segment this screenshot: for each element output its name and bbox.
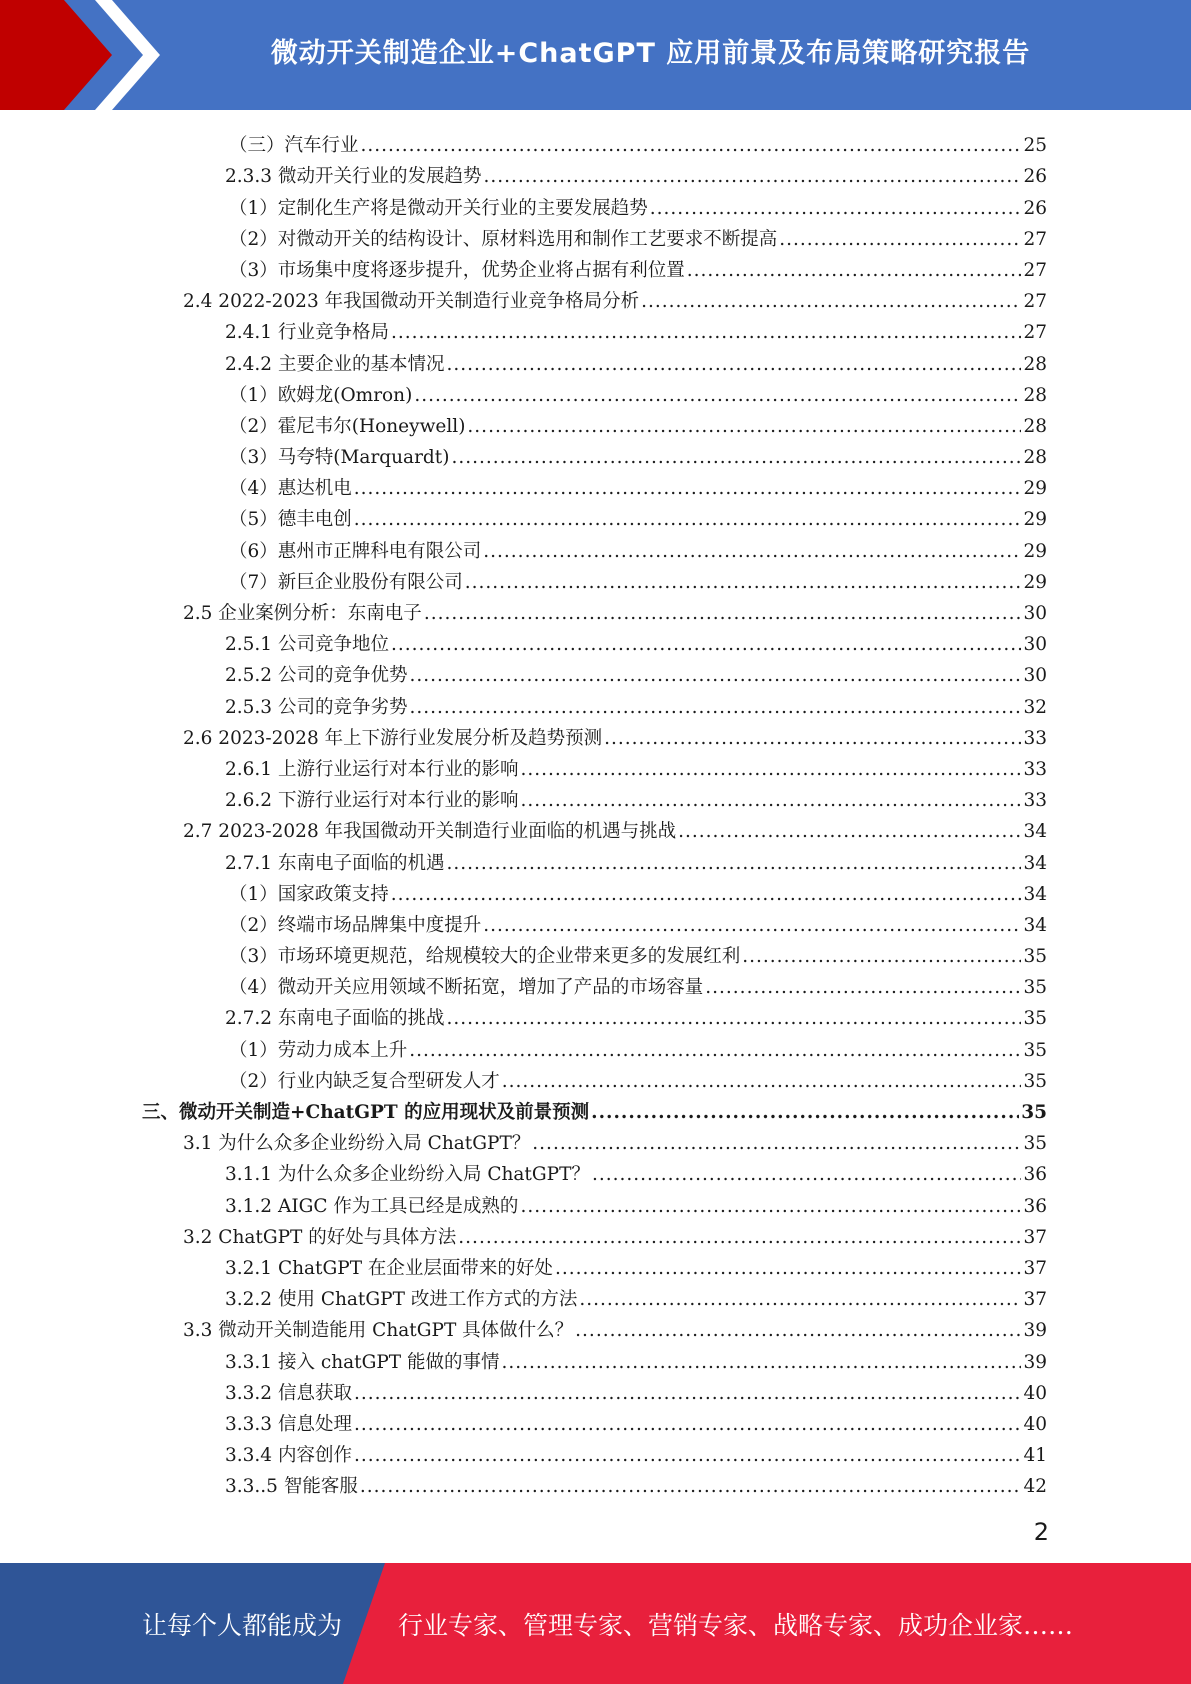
toc-entry-title: 2.6.2 下游行业运行对本行业的影响: [225, 790, 519, 812]
toc-entry-page: 36: [1023, 1164, 1047, 1186]
toc-dot-leader: [360, 1474, 1022, 1499]
toc-dot-leader: [483, 913, 1021, 938]
toc-dot-leader: [451, 445, 1021, 470]
toc-entry-title: 2.5.3 公司的竞争劣势: [225, 696, 408, 718]
toc-entry[interactable]: [0, 314, 1191, 345]
toc-entry-title: 3.1.1 为什么众多企业纷纷入局 ChatGPT？: [225, 1164, 590, 1186]
toc-entry-title: 2.4.1 行业竞争格局: [225, 322, 389, 344]
toc-dot-leader: [361, 133, 1022, 158]
footer-slogan-right: 行业专家、管理专家、营销专家、战略专家、成功企业家……: [398, 1610, 1074, 1640]
toc-entry-title: （1）定制化生产将是微动开关行业的主要发展趋势: [229, 197, 648, 219]
toc-dot-leader: [579, 1287, 1021, 1312]
toc-dot-leader: [354, 476, 1022, 501]
toc-entry-page: 30: [1023, 665, 1047, 687]
toc-entry[interactable]: [0, 844, 1191, 875]
toc-entry-title: （1）欧姆龙(Omron): [229, 384, 413, 406]
toc-entry-page: 36: [1023, 1195, 1047, 1217]
toc-entry-page: 41: [1023, 1445, 1047, 1467]
toc-dot-leader: [465, 570, 1022, 595]
toc-entry-page: 26: [1023, 166, 1047, 188]
toc-entry-page: 34: [1023, 914, 1047, 936]
toc-entry[interactable]: [0, 720, 1191, 751]
toc-entry-page: 30: [1023, 634, 1047, 656]
toc-entry[interactable]: [0, 221, 1191, 252]
toc-entry[interactable]: [0, 158, 1191, 189]
toc-entry-title: （2）霍尼韦尔(Honeywell): [229, 415, 466, 437]
toc-entry-title: （1）国家政策支持: [229, 883, 389, 905]
toc-entry[interactable]: [0, 782, 1191, 813]
toc-entry-title: （3）马夸特(Marquardt): [229, 447, 450, 469]
toc-entry[interactable]: [0, 1031, 1191, 1062]
toc-entry-title: 2.6 2023-2028 年上下游行业发展分析及趋势预测: [183, 727, 603, 749]
toc-entry-page: 42: [1023, 1476, 1047, 1498]
toc-entry-title: （3）市场环境更规范，给规模较大的企业带来更多的发展红利: [229, 946, 741, 968]
toc-dot-leader: [391, 632, 1021, 657]
toc-entry[interactable]: [0, 1468, 1191, 1499]
toc-entry[interactable]: [0, 532, 1191, 563]
toc-entry[interactable]: [0, 345, 1191, 376]
toc-dot-leader: [705, 975, 1021, 1000]
toc-entry-page: 28: [1023, 415, 1047, 437]
toc-entry-page: 32: [1023, 696, 1047, 718]
toc-entry-page: 34: [1023, 883, 1047, 905]
toc-entry-title: 3.2 ChatGPT 的好处与具体方法: [183, 1226, 457, 1248]
toc-entry-page: 37: [1023, 1226, 1047, 1248]
toc-entry-title: （2）行业内缺乏复合型研发人才: [229, 1070, 500, 1092]
toc-entry-page: 28: [1023, 353, 1047, 375]
toc-entry-page: 35: [1023, 946, 1047, 968]
toc-entry-page: 35: [1023, 977, 1047, 999]
toc-entry-title: 2.6.1 上游行业运行对本行业的影响: [225, 758, 519, 780]
toc-entry[interactable]: [0, 1094, 1191, 1125]
toc-entry-title: 2.7 2023-2028 年我国微动开关制造行业面临的机遇与挑战: [183, 821, 677, 843]
toc-entry-page: 29: [1023, 540, 1047, 562]
toc-entry[interactable]: [0, 1187, 1191, 1218]
toc-entry[interactable]: [0, 938, 1191, 969]
toc-entry[interactable]: [0, 751, 1191, 782]
toc-dot-leader: [446, 851, 1021, 876]
toc-dot-leader: [592, 1162, 1022, 1187]
toc-dot-leader: [532, 1131, 1021, 1156]
toc-dot-leader: [446, 1006, 1021, 1031]
toc-entry-title: 3.3.2 信息获取: [225, 1382, 352, 1404]
toc-entry-title: （2）对微动开关的结构设计、原材料选用和制作工艺要求不断提高: [229, 228, 778, 250]
toc-entry-page: 29: [1023, 478, 1047, 500]
toc-entry-title: 3.3.4 内容创作: [225, 1445, 352, 1467]
footer-slogan-left: 让每个人都能成为: [142, 1610, 343, 1640]
toc-dot-leader: [354, 507, 1022, 532]
toc-entry-page: 34: [1023, 852, 1047, 874]
toc-entry[interactable]: [0, 1000, 1191, 1031]
toc-entry-page: 33: [1023, 758, 1047, 780]
toc-entry-page: 35: [1023, 1039, 1047, 1061]
toc-dot-leader: [555, 1256, 1022, 1281]
toc-entry-page: 27: [1023, 291, 1047, 313]
toc-entry-title: 2.3.3 微动开关行业的发展趋势: [225, 166, 482, 188]
toc-entry[interactable]: [0, 1343, 1191, 1374]
toc-dot-leader: [604, 726, 1021, 751]
toc-entry-page: 29: [1023, 509, 1047, 531]
toc-entry[interactable]: [0, 1219, 1191, 1250]
toc-dot-leader: [424, 601, 1022, 626]
toc-entry-title: 3.3 微动开关制造能用 ChatGPT 具体做什么？: [183, 1320, 574, 1342]
toc-entry[interactable]: [0, 1250, 1191, 1281]
toc-entry-page: 27: [1023, 259, 1047, 281]
toc-dot-leader: [483, 539, 1021, 564]
toc-dot-leader: [409, 695, 1021, 720]
toc-entry[interactable]: [0, 252, 1191, 283]
toc-entry-title: 三、微动开关制造+ChatGPT 的应用现状及前景预测: [142, 1102, 590, 1123]
toc-dot-leader: [446, 352, 1021, 377]
toc-entry-title: 2.4.2 主要企业的基本情况: [225, 353, 445, 375]
toc-entry-page: 35: [1023, 1133, 1047, 1155]
toc-entry-page: 27: [1023, 322, 1047, 344]
toc-entry[interactable]: [0, 501, 1191, 532]
toc-dot-leader: [779, 227, 1021, 252]
toc-entry-page: 35: [1021, 1102, 1047, 1123]
report-title: 微动开关制造企业+ChatGPT 应用前景及布局策略研究报告: [270, 37, 1031, 69]
toc-entry-page: 39: [1023, 1320, 1047, 1342]
toc-entry-title: （6）惠州市正牌科电有限公司: [229, 540, 482, 562]
toc-dot-leader: [483, 164, 1021, 189]
toc-entry-page: 37: [1023, 1257, 1047, 1279]
toc-entry-title: 3.3.3 信息处理: [225, 1413, 352, 1435]
toc-entry[interactable]: [0, 876, 1191, 907]
toc-entry-page: 40: [1023, 1413, 1047, 1435]
toc-entry[interactable]: [0, 626, 1191, 657]
toc-dot-leader: [650, 196, 1022, 221]
toc-dot-leader: [391, 882, 1022, 907]
toc-dot-leader: [520, 788, 1021, 813]
toc-entry-title: 2.5 企业案例分析：东南电子: [183, 603, 422, 624]
toc-entry-title: （4）惠达机电: [229, 478, 352, 500]
toc-dot-leader: [742, 944, 1021, 969]
toc-entry-title: （5）德丰电创: [229, 509, 352, 531]
header-banner: [0, 0, 1191, 110]
toc-entry-page: 35: [1023, 1008, 1047, 1030]
toc-entry-page: 33: [1023, 790, 1047, 812]
toc-dot-leader: [409, 663, 1021, 688]
toc-entry-title: 2.7.2 东南电子面临的挑战: [225, 1008, 445, 1030]
toc-dot-leader: [641, 289, 1021, 314]
toc-dot-leader: [458, 1225, 1021, 1250]
toc-entry-page: 28: [1023, 384, 1047, 406]
toc-dot-leader: [354, 1443, 1022, 1468]
toc-dot-leader: [678, 819, 1021, 844]
toc-entry-title: （3）市场集中度将逐步提升，优势企业将占据有利位置: [229, 259, 685, 281]
toc-dot-leader: [414, 383, 1021, 408]
toc-entry[interactable]: [0, 564, 1191, 595]
toc-entry-title: 2.7.1 东南电子面临的机遇: [225, 852, 445, 874]
toc-entry[interactable]: [0, 127, 1191, 158]
toc-entry-title: 3.2.2 使用 ChatGPT 改进工作方式的方法: [225, 1289, 578, 1311]
toc-entry-page: 37: [1023, 1289, 1047, 1311]
toc-dot-leader: [354, 1381, 1022, 1406]
toc-entry-page: 34: [1023, 821, 1047, 843]
toc-entry[interactable]: [0, 1312, 1191, 1343]
toc-entry-page: 33: [1023, 727, 1047, 749]
toc-dot-leader: [591, 1100, 1019, 1125]
toc-entry[interactable]: [0, 470, 1191, 501]
toc-entry[interactable]: [0, 1406, 1191, 1437]
toc-entry[interactable]: [0, 408, 1191, 439]
toc-entry-title: 3.3..5 智能客服: [225, 1476, 358, 1498]
toc-dot-leader: [520, 757, 1021, 782]
toc-entry-title: 3.1.2 AIGC 作为工具已经是成熟的: [225, 1195, 519, 1217]
toc-entry-title: 3.2.1 ChatGPT 在企业层面带来的好处: [225, 1257, 553, 1279]
toc-entry[interactable]: [0, 907, 1191, 938]
toc-entry-title: （4）微动开关应用领域不断拓宽，增加了产品的市场容量: [229, 977, 704, 999]
toc-entry-title: 3.3.1 接入 chatGPT 能做的事情: [225, 1351, 500, 1373]
toc-entry-page: 29: [1023, 571, 1047, 593]
toc-entry-title: （1）劳动力成本上升: [229, 1039, 408, 1061]
toc-entry[interactable]: [0, 1156, 1191, 1187]
table-of-contents: [0, 127, 1191, 1499]
toc-entry-title: （2）终端市场品牌集中度提升: [229, 914, 482, 936]
toc-entry-title: 2.5.2 公司的竞争优势: [225, 665, 408, 687]
toc-entry-page: 40: [1023, 1382, 1047, 1404]
toc-dot-leader: [391, 320, 1021, 345]
toc-entry-title: 2.5.1 公司竞争地位: [225, 634, 389, 656]
toc-entry[interactable]: [0, 283, 1191, 314]
toc-entry-title: 2.4 2022-2023 年我国微动开关制造行业竞争格局分析: [183, 291, 640, 313]
toc-entry[interactable]: [0, 1437, 1191, 1468]
toc-entry[interactable]: [0, 969, 1191, 1000]
toc-entry[interactable]: [0, 657, 1191, 688]
toc-entry[interactable]: [0, 1375, 1191, 1406]
toc-entry[interactable]: [0, 377, 1191, 408]
toc-dot-leader: [502, 1069, 1022, 1094]
toc-dot-leader: [575, 1318, 1021, 1343]
toc-entry[interactable]: [0, 688, 1191, 719]
toc-entry-page: 25: [1023, 135, 1047, 157]
page-number: 2: [1033, 1518, 1049, 1546]
footer-banner: [0, 1563, 1191, 1684]
toc-dot-leader: [687, 258, 1022, 283]
toc-entry[interactable]: [0, 595, 1191, 626]
toc-entry-title: （7）新巨企业股份有限公司: [229, 571, 463, 593]
toc-entry[interactable]: [0, 813, 1191, 844]
toc-dot-leader: [409, 1038, 1021, 1063]
toc-entry-title: （三）汽车行业: [229, 135, 359, 157]
toc-dot-leader: [467, 414, 1021, 439]
toc-entry-page: 28: [1023, 447, 1047, 469]
toc-entry[interactable]: [0, 1281, 1191, 1312]
toc-entry[interactable]: [0, 1125, 1191, 1156]
toc-entry-page: 39: [1023, 1351, 1047, 1373]
toc-entry[interactable]: [0, 439, 1191, 470]
toc-entry-title: 3.1 为什么众多企业纷纷入局 ChatGPT？: [183, 1133, 531, 1155]
toc-entry[interactable]: [0, 1063, 1191, 1094]
toc-dot-leader: [520, 1194, 1021, 1219]
toc-entry-page: 26: [1023, 197, 1047, 219]
toc-dot-leader: [502, 1350, 1022, 1375]
toc-dot-leader: [354, 1412, 1022, 1437]
toc-entry-page: 30: [1023, 603, 1047, 624]
toc-entry-page: 35: [1023, 1070, 1047, 1092]
toc-entry[interactable]: [0, 189, 1191, 220]
toc-entry-page: 27: [1023, 228, 1047, 250]
